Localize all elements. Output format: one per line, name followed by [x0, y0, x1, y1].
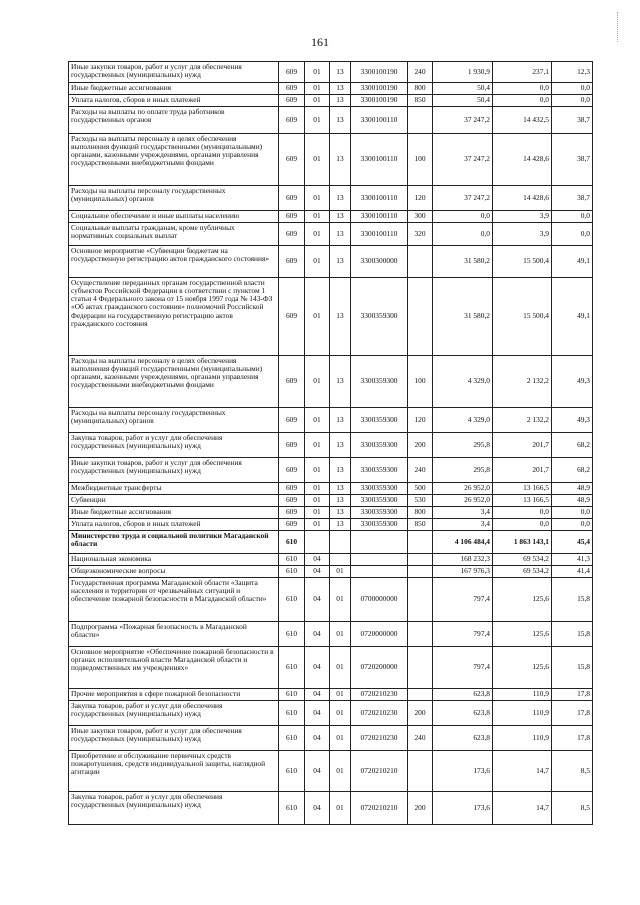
section-code-cell: 01	[305, 83, 330, 95]
table-row	[69, 726, 593, 751]
subsection-code-cell: 13	[330, 356, 351, 408]
planned-amount-cell: 797,4	[433, 647, 493, 689]
actual-amount-cell: 15 500,4	[493, 246, 552, 278]
table-row	[69, 578, 593, 622]
row-name-cell: Уплата налогов, сборов и иных платежей	[69, 519, 279, 531]
actual-amount-cell: 110,9	[493, 689, 552, 701]
planned-amount-cell: 797,4	[433, 622, 493, 647]
expense-type-cell: 240	[408, 726, 433, 751]
actual-amount-cell: 1 863 143,1	[493, 531, 552, 554]
subsection-code-cell: 01	[330, 701, 351, 726]
expense-type-cell	[408, 566, 433, 578]
table-row	[69, 647, 593, 689]
planned-amount-cell: 4 329,0	[433, 356, 493, 408]
actual-amount-cell: 14 432,5	[493, 107, 552, 134]
row-name-cell: Основное мероприятие «Субвенции бюджетам на государственную регистрацию актов гражданского состояния»	[69, 246, 279, 278]
percent-executed-cell: 17,8	[552, 726, 593, 751]
ministry-code-cell: 609	[279, 408, 305, 433]
actual-amount-cell: 0,0	[493, 519, 552, 531]
ministry-code-cell: 610	[279, 531, 305, 554]
target-article-cell	[351, 554, 408, 566]
percent-executed-cell: 45,4	[552, 531, 593, 554]
target-article-cell: 0720000000	[351, 622, 408, 647]
actual-amount-cell: 14,7	[493, 751, 552, 792]
table-row	[69, 186, 593, 211]
row-name-cell: Общеэкономические вопросы	[69, 566, 279, 578]
percent-executed-cell: 38,7	[552, 134, 593, 186]
section-code-cell: 01	[305, 458, 330, 483]
actual-amount-cell: 125,6	[493, 622, 552, 647]
ministry-code-cell: 609	[279, 211, 305, 223]
percent-executed-cell: 38,7	[552, 107, 593, 134]
table-row	[69, 356, 593, 408]
section-code-cell: 04	[305, 622, 330, 647]
ministry-code-cell: 610	[279, 622, 305, 647]
ministry-code-cell: 609	[279, 495, 305, 507]
target-article-cell: 0720210230	[351, 689, 408, 701]
expense-type-cell: 300	[408, 211, 433, 223]
actual-amount-cell: 3,9	[493, 211, 552, 223]
target-article-cell: 3300100110	[351, 186, 408, 211]
row-name-cell: Расходы на выплаты персоналу в целях обеспечения выполнения функций государственными (муниципальными) органами, казенными учреждениями, органами управления государственными внебюджетными фондами	[69, 356, 279, 408]
ministry-code-cell: 609	[279, 246, 305, 278]
subsection-code-cell: 13	[330, 211, 351, 223]
expense-type-cell	[408, 107, 433, 134]
section-code-cell: 01	[305, 223, 330, 246]
table-row	[69, 531, 593, 554]
section-code-cell: 01	[305, 356, 330, 408]
ministry-code-cell: 610	[279, 726, 305, 751]
expense-type-cell	[408, 751, 433, 792]
ministry-code-cell: 610	[279, 689, 305, 701]
percent-executed-cell: 49,1	[552, 246, 593, 278]
subsection-code-cell: 13	[330, 507, 351, 519]
target-article-cell: 0720210230	[351, 701, 408, 726]
table-row	[69, 701, 593, 726]
target-article-cell: 3300100190	[351, 62, 408, 83]
ministry-code-cell: 609	[279, 186, 305, 211]
planned-amount-cell: 623,8	[433, 689, 493, 701]
subsection-code-cell: 13	[330, 223, 351, 246]
planned-amount-cell: 26 952,0	[433, 495, 493, 507]
subsection-code-cell: 13	[330, 483, 351, 495]
subsection-code-cell: 01	[330, 792, 351, 825]
table-row	[69, 83, 593, 95]
actual-amount-cell: 237,1	[493, 62, 552, 83]
target-article-cell: 3300100110	[351, 107, 408, 134]
row-name-cell: Иные закупки товаров, работ и услуг для обеспечения государственных (муниципальных) нужд	[69, 726, 279, 751]
target-article-cell: 0720210210	[351, 792, 408, 825]
section-code-cell: 01	[305, 495, 330, 507]
section-code-cell: 01	[305, 246, 330, 278]
actual-amount-cell: 3,9	[493, 223, 552, 246]
expense-type-cell: 120	[408, 186, 433, 211]
row-name-cell: Расходы на выплаты по оплате труда работников государственных органов	[69, 107, 279, 134]
subsection-code-cell: 13	[330, 246, 351, 278]
percent-executed-cell: 0,0	[552, 223, 593, 246]
percent-executed-cell: 49,3	[552, 356, 593, 408]
expense-type-cell: 320	[408, 223, 433, 246]
subsection-code-cell: 13	[330, 107, 351, 134]
target-article-cell: 3300359300	[351, 507, 408, 519]
planned-amount-cell: 0,0	[433, 223, 493, 246]
planned-amount-cell: 37 247,2	[433, 186, 493, 211]
actual-amount-cell: 14,7	[493, 792, 552, 825]
subsection-code-cell: 13	[330, 458, 351, 483]
planned-amount-cell: 167 976,3	[433, 566, 493, 578]
row-name-cell: Основное мероприятие «Обеспечение пожарной безопасности в органах исполнительной власти Магаданской области и подведомственных им учреждениях»	[69, 647, 279, 689]
subsection-code-cell: 13	[330, 134, 351, 186]
actual-amount-cell: 125,6	[493, 578, 552, 622]
ministry-code-cell: 609	[279, 278, 305, 356]
row-name-cell: Министерство труда и социальной политики Магаданской области	[69, 531, 279, 554]
subsection-code-cell: 13	[330, 62, 351, 83]
target-article-cell	[351, 566, 408, 578]
table-row	[69, 622, 593, 647]
percent-executed-cell: 48,9	[552, 483, 593, 495]
section-code-cell: 04	[305, 554, 330, 566]
actual-amount-cell: 2 132,2	[493, 408, 552, 433]
actual-amount-cell: 69 534,2	[493, 566, 552, 578]
expense-type-cell: 200	[408, 433, 433, 458]
section-code-cell: 01	[305, 278, 330, 356]
ministry-code-cell: 609	[279, 223, 305, 246]
percent-executed-cell: 17,8	[552, 701, 593, 726]
target-article-cell: 0720200000	[351, 647, 408, 689]
planned-amount-cell: 26 952,0	[433, 483, 493, 495]
actual-amount-cell: 14 428,6	[493, 186, 552, 211]
actual-amount-cell: 0,0	[493, 83, 552, 95]
percent-executed-cell: 48,9	[552, 495, 593, 507]
percent-executed-cell: 0,0	[552, 507, 593, 519]
section-code-cell: 01	[305, 134, 330, 186]
target-article-cell	[351, 531, 408, 554]
target-article-cell: 0720210210	[351, 751, 408, 792]
subsection-code-cell: 13	[330, 433, 351, 458]
row-name-cell: Иные бюджетные ассигнования	[69, 83, 279, 95]
table-row	[69, 495, 593, 507]
subsection-code-cell: 01	[330, 689, 351, 701]
row-name-cell: Осуществление переданных органам государственной власти субъектов Российской Федерации в соответствии с пунктом 1 статьи 4 Федерального закона от 15 ноября 1997 года № 143-ФЗ «Об актах гражданского состояния» полномочий Российской Федерации на государственную регистрацию актов гражданского состояния	[69, 278, 279, 356]
table-row	[69, 278, 593, 356]
target-article-cell: 3300100190	[351, 83, 408, 95]
planned-amount-cell: 31 580,2	[433, 278, 493, 356]
expense-type-cell: 240	[408, 458, 433, 483]
actual-amount-cell: 2 132,2	[493, 356, 552, 408]
table-row	[69, 792, 593, 825]
percent-executed-cell: 0,0	[552, 83, 593, 95]
expense-type-cell: 100	[408, 134, 433, 186]
target-article-cell: 3300359300	[351, 408, 408, 433]
actual-amount-cell: 0,0	[493, 507, 552, 519]
expense-type-cell: 100	[408, 356, 433, 408]
subsection-code-cell: 13	[330, 519, 351, 531]
actual-amount-cell: 13 166,5	[493, 495, 552, 507]
subsection-code-cell: 13	[330, 83, 351, 95]
percent-executed-cell: 17,8	[552, 689, 593, 701]
actual-amount-cell: 125,6	[493, 647, 552, 689]
expense-type-cell	[408, 278, 433, 356]
ministry-code-cell: 609	[279, 95, 305, 107]
budget-table-body	[69, 62, 593, 825]
section-code-cell: 01	[305, 519, 330, 531]
planned-amount-cell: 37 247,2	[433, 134, 493, 186]
row-name-cell: Расходы на выплаты персоналу государственных (муниципальных) органов	[69, 186, 279, 211]
actual-amount-cell: 201,7	[493, 433, 552, 458]
expense-type-cell: 120	[408, 408, 433, 433]
planned-amount-cell: 797,4	[433, 578, 493, 622]
row-name-cell: Иные закупки товаров, работ и услуг для обеспечения государственных (муниципальных) нужд	[69, 62, 279, 83]
table-row	[69, 223, 593, 246]
table-row	[69, 134, 593, 186]
expense-type-cell	[408, 531, 433, 554]
ministry-code-cell: 610	[279, 701, 305, 726]
planned-amount-cell: 1 930,9	[433, 62, 493, 83]
expense-type-cell	[408, 578, 433, 622]
table-row	[69, 507, 593, 519]
subsection-code-cell: 01	[330, 726, 351, 751]
ministry-code-cell: 610	[279, 554, 305, 566]
ministry-code-cell: 610	[279, 751, 305, 792]
section-code-cell: 04	[305, 792, 330, 825]
subsection-code-cell: 13	[330, 278, 351, 356]
target-article-cell: 3300359300	[351, 278, 408, 356]
section-code-cell: 04	[305, 726, 330, 751]
percent-executed-cell: 12,3	[552, 62, 593, 83]
planned-amount-cell: 31 580,2	[433, 246, 493, 278]
actual-amount-cell: 69 534,2	[493, 554, 552, 566]
row-name-cell: Уплата налогов, сборов и иных платежей	[69, 95, 279, 107]
percent-executed-cell: 68,2	[552, 458, 593, 483]
target-article-cell: 3300300000	[351, 246, 408, 278]
percent-executed-cell: 15,8	[552, 622, 593, 647]
row-name-cell: Национальная экономика	[69, 554, 279, 566]
section-code-cell: 01	[305, 408, 330, 433]
row-name-cell: Закупка товаров, работ и услуг для обеспечения государственных (муниципальных) нужд	[69, 701, 279, 726]
expense-type-cell: 500	[408, 483, 433, 495]
expense-type-cell: 850	[408, 519, 433, 531]
percent-executed-cell: 8,5	[552, 751, 593, 792]
target-article-cell: 3300359300	[351, 483, 408, 495]
table-row	[69, 246, 593, 278]
section-code-cell	[305, 531, 330, 554]
percent-executed-cell: 41,3	[552, 554, 593, 566]
actual-amount-cell: 13 166,5	[493, 483, 552, 495]
section-code-cell: 04	[305, 647, 330, 689]
table-row	[69, 751, 593, 792]
table-row	[69, 554, 593, 566]
target-article-cell: 3300100110	[351, 134, 408, 186]
planned-amount-cell: 295,8	[433, 433, 493, 458]
table-row	[69, 483, 593, 495]
page-number: 161	[311, 35, 329, 49]
planned-amount-cell: 4 329,0	[433, 408, 493, 433]
percent-executed-cell: 0,0	[552, 211, 593, 223]
expense-type-cell	[408, 689, 433, 701]
section-code-cell: 01	[305, 507, 330, 519]
planned-amount-cell: 623,8	[433, 726, 493, 751]
subsection-code-cell: 01	[330, 751, 351, 792]
percent-executed-cell: 0,0	[552, 519, 593, 531]
ministry-code-cell: 610	[279, 578, 305, 622]
expense-type-cell: 240	[408, 62, 433, 83]
table-row	[69, 458, 593, 483]
table-row	[69, 62, 593, 83]
ministry-code-cell: 610	[279, 792, 305, 825]
subsection-code-cell: 01	[330, 622, 351, 647]
row-name-cell: Закупка товаров, работ и услуг для обеспечения государственных (муниципальных) нужд	[69, 792, 279, 825]
percent-executed-cell: 68,2	[552, 433, 593, 458]
subsection-code-cell: 01	[330, 578, 351, 622]
subsection-code-cell: 13	[330, 186, 351, 211]
planned-amount-cell: 173,6	[433, 792, 493, 825]
row-name-cell: Межбюджетные трансферты	[69, 483, 279, 495]
section-code-cell: 04	[305, 701, 330, 726]
ministry-code-cell: 609	[279, 62, 305, 83]
percent-executed-cell: 15,8	[552, 647, 593, 689]
target-article-cell: 3300359300	[351, 495, 408, 507]
row-name-cell: Социальное обеспечение и иные выплаты населению	[69, 211, 279, 223]
percent-executed-cell: 41,4	[552, 566, 593, 578]
expense-type-cell	[408, 554, 433, 566]
section-code-cell: 04	[305, 566, 330, 578]
target-article-cell: 3300359300	[351, 458, 408, 483]
planned-amount-cell: 4 106 484,4	[433, 531, 493, 554]
ministry-code-cell: 609	[279, 83, 305, 95]
row-name-cell: Иные бюджетные ассигнования	[69, 507, 279, 519]
row-name-cell: Субвенции	[69, 495, 279, 507]
row-name-cell: Подпрограмма «Пожарная безопасность в Магаданской области»	[69, 622, 279, 647]
section-code-cell: 04	[305, 689, 330, 701]
budget-table	[68, 61, 593, 825]
subsection-code-cell	[330, 554, 351, 566]
percent-executed-cell: 0,0	[552, 95, 593, 107]
actual-amount-cell: 15 500,4	[493, 278, 552, 356]
planned-amount-cell: 50,4	[433, 95, 493, 107]
section-code-cell: 01	[305, 62, 330, 83]
planned-amount-cell: 3,4	[433, 519, 493, 531]
ministry-code-cell: 609	[279, 458, 305, 483]
row-name-cell: Приобретение и обслуживание первичных средств пожаротушения, средств индивидуальной защиты, наглядной агитации	[69, 751, 279, 792]
actual-amount-cell: 110,9	[493, 701, 552, 726]
actual-amount-cell: 0,0	[493, 95, 552, 107]
section-code-cell: 01	[305, 107, 330, 134]
row-name-cell: Социальные выплаты гражданам, кроме публичных нормативных социальных выплат	[69, 223, 279, 246]
ministry-code-cell: 609	[279, 134, 305, 186]
percent-executed-cell: 49,1	[552, 278, 593, 356]
ministry-code-cell: 610	[279, 566, 305, 578]
target-article-cell: 3300359300	[351, 519, 408, 531]
ministry-code-cell: 609	[279, 507, 305, 519]
table-row	[69, 95, 593, 107]
expense-type-cell: 530	[408, 495, 433, 507]
target-article-cell: 0700000000	[351, 578, 408, 622]
percent-executed-cell: 8,5	[552, 792, 593, 825]
row-name-cell: Закупка товаров, работ и услуг для обеспечения государственных (муниципальных) нужд	[69, 433, 279, 458]
ministry-code-cell: 610	[279, 647, 305, 689]
target-article-cell: 3300359300	[351, 433, 408, 458]
table-row	[69, 211, 593, 223]
section-code-cell: 01	[305, 211, 330, 223]
expense-type-cell	[408, 647, 433, 689]
expense-type-cell	[408, 622, 433, 647]
expense-type-cell: 850	[408, 95, 433, 107]
actual-amount-cell: 14 428,6	[493, 134, 552, 186]
table-row	[69, 408, 593, 433]
planned-amount-cell: 623,8	[433, 701, 493, 726]
expense-type-cell: 200	[408, 792, 433, 825]
table-row	[69, 566, 593, 578]
ministry-code-cell: 609	[279, 433, 305, 458]
planned-amount-cell: 173,6	[433, 751, 493, 792]
table-row	[69, 689, 593, 701]
target-article-cell: 3300100190	[351, 95, 408, 107]
table-row	[69, 433, 593, 458]
target-article-cell: 0720210230	[351, 726, 408, 751]
expense-type-cell	[408, 246, 433, 278]
row-name-cell: Государственная программа Магаданской области «Защита населения и территории от чрезвычайных ситуаций и обеспечение пожарной безопасности в Магаданской области»	[69, 578, 279, 622]
planned-amount-cell: 0,0	[433, 211, 493, 223]
section-code-cell: 04	[305, 751, 330, 792]
row-name-cell: Расходы на выплаты персоналу государственных (муниципальных) органов	[69, 408, 279, 433]
target-article-cell: 3300359300	[351, 356, 408, 408]
ministry-code-cell: 609	[279, 519, 305, 531]
target-article-cell: 3300100110	[351, 223, 408, 246]
section-code-cell: 01	[305, 95, 330, 107]
row-name-cell: Прочие мероприятия в сфере пожарной безопасности	[69, 689, 279, 701]
planned-amount-cell: 295,8	[433, 458, 493, 483]
subsection-code-cell: 01	[330, 566, 351, 578]
table-row	[69, 107, 593, 134]
section-code-cell: 04	[305, 578, 330, 622]
expense-type-cell: 800	[408, 83, 433, 95]
subsection-code-cell: 01	[330, 647, 351, 689]
planned-amount-cell: 50,4	[433, 83, 493, 95]
planned-amount-cell: 168 232,3	[433, 554, 493, 566]
subsection-code-cell: 13	[330, 495, 351, 507]
subsection-code-cell: 13	[330, 95, 351, 107]
percent-executed-cell: 38,7	[552, 186, 593, 211]
section-code-cell: 01	[305, 483, 330, 495]
expense-type-cell: 200	[408, 701, 433, 726]
actual-amount-cell: 201,7	[493, 458, 552, 483]
row-name-cell: Расходы на выплаты персоналу в целях обеспечения выполнения функций государственными (муниципальными) органами, казенными учреждениями, органами управления государственными внебюджетными фондами	[69, 134, 279, 186]
subsection-code-cell: 13	[330, 408, 351, 433]
ministry-code-cell: 609	[279, 356, 305, 408]
subsection-code-cell	[330, 531, 351, 554]
expense-type-cell: 800	[408, 507, 433, 519]
table-row	[69, 519, 593, 531]
planned-amount-cell: 3,4	[433, 507, 493, 519]
actual-amount-cell: 110,9	[493, 726, 552, 751]
percent-executed-cell: 49,3	[552, 408, 593, 433]
section-code-cell: 01	[305, 186, 330, 211]
row-name-cell: Иные закупки товаров, работ и услуг для обеспечения государственных (муниципальных) нужд	[69, 458, 279, 483]
ministry-code-cell: 609	[279, 483, 305, 495]
section-code-cell: 01	[305, 433, 330, 458]
ministry-code-cell: 609	[279, 107, 305, 134]
planned-amount-cell: 37 247,2	[433, 107, 493, 134]
percent-executed-cell: 15,8	[552, 578, 593, 622]
target-article-cell: 3300100110	[351, 211, 408, 223]
